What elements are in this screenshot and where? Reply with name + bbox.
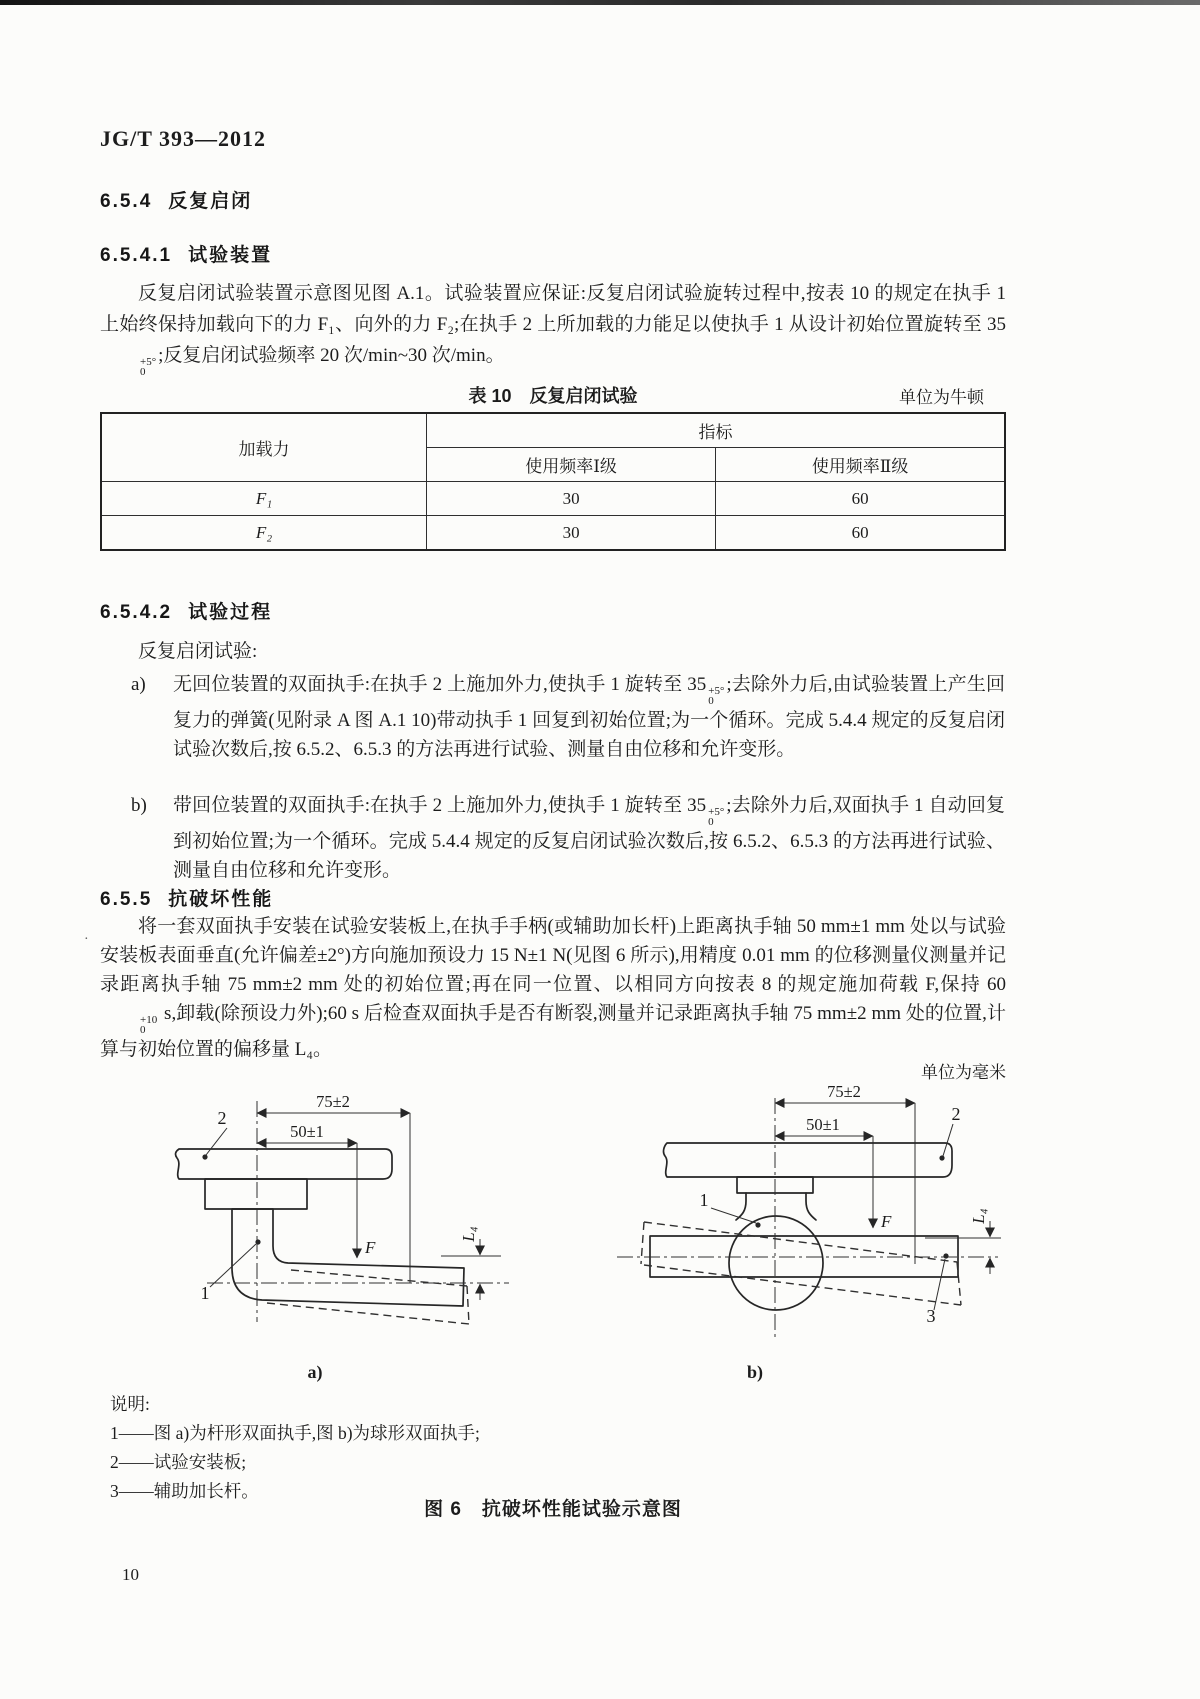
- paragraph-destructive-test: [100, 912, 1006, 1064]
- load-force-cell: F₁: [101, 482, 426, 516]
- list-intro: 反复启闭试验:: [138, 641, 258, 662]
- tolerance-superscript: [102, 1015, 157, 1035]
- callout-1-b: 1: [699, 1190, 709, 1210]
- mounting-plate-b: [664, 1143, 952, 1177]
- paragraph-text: 带回位装置的双面执手:在执手 2 上施加外力,使执手 1 旋转至 35: [173, 795, 707, 816]
- section-number: 6.5.5: [100, 889, 153, 910]
- list-item-b: [131, 791, 1005, 885]
- callout-1-a: 1: [200, 1283, 210, 1303]
- table-header-row-1: [101, 413, 1005, 448]
- paragraph-text: ;去除外力后,由试验装置上产生回复力的弹簧(见附录 A 图 A.1 10)带动执手 1 回复到初始位置;为一个循环。完成 5.4.4 规定的反复启闭试验次数后,按 6.5.2、6.5.3 的方法再进行试验、测量自由位移和允许变形。: [173, 674, 1006, 760]
- load-force-cell: F₂: [101, 516, 426, 551]
- tolerance-superscript: [708, 807, 724, 827]
- tolerance-lower: 0: [708, 816, 714, 828]
- dimension-label-50-b: 50±1: [806, 1115, 840, 1134]
- diagram-b-knob-handle: [617, 1086, 1001, 1338]
- tolerance-lower: 0: [140, 1024, 146, 1036]
- list-item-text: [173, 791, 1005, 885]
- section-title: 试验过程: [188, 602, 273, 623]
- dimension-label-75-a: 75±2: [316, 1092, 350, 1111]
- list-marker: b): [131, 795, 147, 816]
- handle-base-a: [205, 1179, 307, 1209]
- leader-dot-2-a: [202, 1154, 207, 1159]
- leader-line-2-a: [206, 1128, 227, 1155]
- paragraph-text: 将一套双面执手安装在试验安装板上,在执手手柄(或辅助加长杆)上距离执手轴 50 mm±1 mm 处以与试验安装板表面垂直(允许偏差±2°)方向施加预设力 15 N±1 N(见图 6 所示),用精度 0.01 mm 的位移测量仪测量并记录距离执手轴 75 mm±2 mm 处的初始位置;再在同一位置、以相同方向按表 8 的规定施加荷载 F,保持 60: [100, 916, 1006, 995]
- list-item-a: [131, 670, 1005, 764]
- deflected-outline-end-a: [467, 1286, 469, 1324]
- offset-label-b: L₄: [969, 1208, 988, 1224]
- knob-neck-left-b: [736, 1193, 746, 1220]
- section-title: 试验装置: [188, 245, 273, 266]
- table-caption-row: [100, 382, 1006, 408]
- page-number: 10: [122, 1565, 139, 1584]
- knob-neck-right-b: [806, 1193, 816, 1220]
- paragraph-text: ;反复启闭试验频率 20 次/min~30 次/min。: [158, 345, 505, 366]
- table-group-header: 指标: [426, 413, 1005, 448]
- tolerance-upper: +10: [140, 1014, 158, 1026]
- table-unit-note: 单位为牛顿: [899, 388, 984, 407]
- scan-edge-artifact: [0, 0, 1200, 5]
- section-number: 6.5.4.2: [100, 602, 173, 623]
- dimension-label-50-a: 50±1: [290, 1122, 324, 1141]
- paragraph-text: 无回位装置的双面执手:在执手 2 上施加外力,使执手 1 旋转至 35: [173, 674, 707, 695]
- leader-dot-3-b: [943, 1253, 948, 1258]
- list-marker: a): [131, 674, 146, 695]
- paragraph-test-apparatus: [100, 278, 1006, 377]
- paragraph-text: 反复启闭试验装置示意图见图 A.1。试验装置应保证:反复启闭试验旋转过程中,按表 10 的规定在执手 1 上始终保持加载向下的力 F₁、向外的力 F₂;在执手 2 上所加载的力能足以使执手 1 从设计初始位置旋转至 35: [100, 283, 1006, 335]
- tolerance-lower: 0: [708, 695, 714, 707]
- table-10: [100, 412, 1006, 551]
- callout-2-a: 2: [217, 1108, 227, 1128]
- tolerance-superscript: [102, 357, 156, 377]
- table-row: [101, 482, 1005, 516]
- deflected-outline-top-b: [644, 1222, 957, 1262]
- legend-item-2: 2——试验安装板;: [110, 1452, 247, 1472]
- callout-2-b: 2: [951, 1104, 961, 1124]
- lever-handle-a: [232, 1209, 464, 1306]
- legend-title: 说明:: [110, 1394, 150, 1414]
- table-caption: 表 10 反复启闭试验: [468, 386, 638, 406]
- value-cell: 60: [716, 482, 1005, 516]
- list-item-text: [173, 670, 1005, 764]
- scan-dot-artifact: ·: [84, 932, 89, 947]
- section-number: 6.5.4: [100, 191, 153, 212]
- tolerance-superscript: [708, 686, 724, 706]
- legend-item-3: 3——辅助加长杆。: [110, 1481, 259, 1501]
- figure-caption: 图 6 抗破坏性能试验示意图: [424, 1499, 682, 1520]
- callout-3-b: 3: [926, 1306, 936, 1326]
- tolerance-upper: +5°: [708, 685, 725, 697]
- section-heading-6542: [100, 597, 272, 624]
- offset-label-a: L₄: [459, 1226, 478, 1242]
- deflected-outline-left-b: [641, 1222, 644, 1264]
- section-heading-655: [100, 884, 273, 911]
- table-row: [101, 516, 1005, 551]
- legend-item-1: 1——图 a)为杆形双面执手,图 b)为球形双面执手;: [110, 1423, 480, 1443]
- table-corner-cell: 加载力: [101, 413, 426, 482]
- deflected-outline-bottom-b: [644, 1265, 961, 1305]
- section-heading-6541: [100, 240, 272, 267]
- dimension-label-75-b: 75±2: [827, 1086, 861, 1101]
- table-col-header-freq1: 使用频率Ⅰ级: [426, 448, 715, 482]
- deflected-outline-top-a: [291, 1270, 467, 1286]
- mounting-plate-a: [176, 1149, 392, 1179]
- figure-unit-note: 单位为毫米: [921, 1063, 1006, 1082]
- section-number: 6.5.4.1: [100, 245, 173, 266]
- paragraph-text: ;去除外力后,双面执手 1 自动回复到初始位置;为一个循环。完成 5.4.4 规定的反复启闭试验次数后,按 6.5.2、6.5.3 的方法再进行试验、测量自由位移和允许变形。: [173, 795, 1005, 881]
- figure-6-drawing: [95, 1086, 1005, 1358]
- force-label-b: F: [881, 1212, 892, 1231]
- knob-ball-b: [729, 1216, 823, 1310]
- diagram-a-lever-handle: [176, 1092, 509, 1324]
- value-cell: 30: [426, 482, 715, 516]
- subfigure-label-b: b): [746, 1362, 763, 1382]
- force-label-a: F: [365, 1238, 376, 1257]
- deflected-outline-bottom-a: [267, 1303, 469, 1324]
- leader-dot-1-b: [755, 1222, 760, 1227]
- tolerance-upper: +5°: [708, 806, 725, 818]
- value-cell: 60: [716, 516, 1005, 551]
- leader-line-1-b: [711, 1208, 756, 1223]
- value-cell: 30: [426, 516, 715, 551]
- table-col-header-freq2: 使用频率Ⅱ级: [716, 448, 1005, 482]
- tolerance-upper: +5°: [140, 356, 157, 368]
- deflected-outline-end-b: [957, 1262, 961, 1305]
- section-title: 抗破坏性能: [168, 889, 274, 910]
- leader-dot-2-b: [939, 1155, 944, 1160]
- doc-code-header: JG/T 393—2012: [100, 126, 267, 151]
- section-title: 反复启闭: [168, 191, 253, 212]
- subfigure-label-a: a): [307, 1362, 323, 1382]
- tolerance-lower: 0: [140, 366, 146, 378]
- section-heading-654: [100, 186, 252, 213]
- leader-dot-1-a: [255, 1239, 260, 1244]
- paragraph-text: s,卸载(除预设力外);60 s 后检查双面执手是否有断裂,测量并记录距离执手轴 75 mm±2 mm 处的位置,计算与初始位置的偏移量 L₄。: [100, 1003, 1006, 1060]
